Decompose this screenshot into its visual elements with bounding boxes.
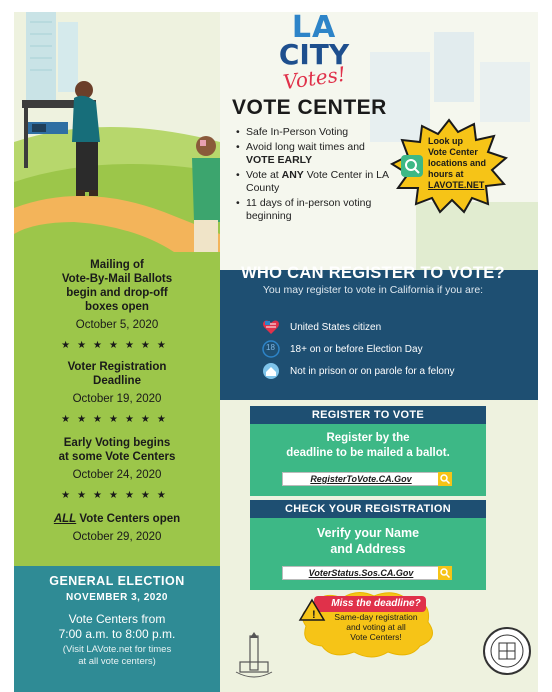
event-heading-line: Deadline: [93, 375, 141, 387]
requirement-age: [262, 340, 423, 358]
event-date: October 29, 2020: [72, 531, 162, 543]
who-can-register-subtitle: You may register to vote in California if you are:: [262, 284, 484, 296]
general-election-hours: [14, 612, 220, 642]
timeline-event-early-voting: [14, 436, 220, 482]
star-divider: ★★★★★★★: [61, 414, 173, 425]
logo-votes: Votes!: [281, 61, 347, 95]
hours-line: Vote Centers from: [68, 612, 166, 626]
hours-line: 7:00 a.m. to 8:00 p.m.: [58, 627, 176, 641]
check-text: [250, 518, 486, 557]
age-badge: 18: [266, 343, 275, 352]
heart-flag-icon: [262, 318, 280, 336]
event-heading-line: begin and drop-off: [66, 287, 168, 299]
event-heading-line: Early Voting begins: [63, 437, 171, 449]
lookup-line: Look up: [428, 136, 463, 146]
requirement-citizen: [262, 318, 381, 336]
event-heading-line: [14, 512, 220, 526]
city-hall-seal-icon: [232, 632, 276, 682]
check-registration-heading: CHECK YOUR REGISTRATION: [250, 500, 486, 518]
note-line: at all vote centers): [78, 656, 156, 667]
all-emphasis: ALL: [53, 513, 77, 525]
note-line: (Visit LAVote.net for times: [62, 644, 172, 655]
event-heading-line: Mailing of: [90, 259, 144, 271]
bullet-item: • Avoid long wait times and VOTE EARLY: [236, 141, 396, 167]
logo-la: LA: [291, 10, 337, 45]
vote-center-title: VOTE CENTER: [232, 96, 387, 119]
timeline-event-mailing: [14, 258, 220, 332]
miss-deadline-text: [326, 612, 426, 642]
check-line: and Address: [330, 542, 406, 556]
voting-illustration: [14, 12, 220, 252]
general-election-date: NOVEMBER 3, 2020: [66, 592, 168, 603]
la-city-votes-logo: [268, 10, 360, 95]
search-icon[interactable]: [438, 566, 452, 580]
requirement-text: United States citizen: [290, 321, 382, 333]
register-to-vote-heading: REGISTER TO VOTE: [250, 406, 486, 424]
lookup-text: [428, 136, 508, 191]
event-heading-line: Vote-By-Mail Ballots: [61, 273, 173, 285]
lookup-line: locations and: [428, 158, 487, 168]
bullet-item: • 11 days of in-person voting beginning: [236, 197, 396, 223]
register-line: deadline to be mailed a ballot.: [286, 447, 450, 459]
event-date: October 5, 2020: [75, 319, 159, 331]
star-divider: ★★★★★★★: [61, 490, 173, 501]
miss-line: and voting at all: [346, 622, 406, 632]
miss-line: Same-day registration: [334, 612, 418, 622]
requirement-not-in-prison: [262, 362, 455, 380]
miss-deadline-title: Miss the deadline?: [331, 598, 421, 609]
svg-text:!: !: [312, 609, 316, 621]
bullet-item: • Vote at ANY Vote Center in LA County: [236, 169, 396, 195]
bullet-item: • Safe In-Person Voting: [236, 126, 396, 139]
register-url-link[interactable]: RegisterToVote.CA.Gov: [282, 472, 440, 486]
lookup-line: Vote Center: [428, 147, 478, 157]
vote-center-bullets: [236, 126, 396, 225]
register-line: Register by the: [326, 432, 410, 444]
event-heading-line: at some Vote Centers: [58, 451, 176, 463]
general-election-title: GENERAL ELECTION: [49, 574, 185, 588]
lookup-line: hours at: [428, 169, 464, 179]
event-heading-line: Voter Registration: [67, 361, 167, 373]
who-can-register-title: WHO CAN REGISTER TO VOTE?: [241, 264, 505, 282]
voter-status-url-link[interactable]: VoterStatus.Sos.CA.Gov: [282, 566, 440, 580]
register-text: [250, 424, 486, 461]
voting-scene-illustration: [14, 12, 220, 252]
house-icon: [262, 362, 280, 380]
check-line: Verify your Name: [316, 526, 420, 540]
general-election-note: [14, 644, 220, 668]
requirement-text: Not in prison or on parole for a felony: [290, 365, 455, 377]
miss-line: Vote Centers!: [350, 632, 402, 642]
lavote-link[interactable]: LAVOTE.NET: [428, 180, 485, 190]
logo-city: CITY: [278, 38, 350, 71]
event-heading-text: Vote Centers open: [76, 513, 181, 525]
search-icon[interactable]: [438, 472, 452, 486]
search-icon: [400, 154, 424, 178]
event-heading-line: boxes open: [85, 301, 149, 313]
star-divider: ★★★★★★★: [61, 340, 173, 351]
timeline-event-registration-deadline: [14, 360, 220, 406]
event-date: October 19, 2020: [72, 393, 162, 405]
city-seal-icon: [482, 626, 532, 676]
event-date: October 24, 2020: [72, 469, 162, 481]
requirement-text: 18+ on or before Election Day: [290, 343, 423, 355]
timeline-event-all-centers-open: [14, 512, 220, 544]
